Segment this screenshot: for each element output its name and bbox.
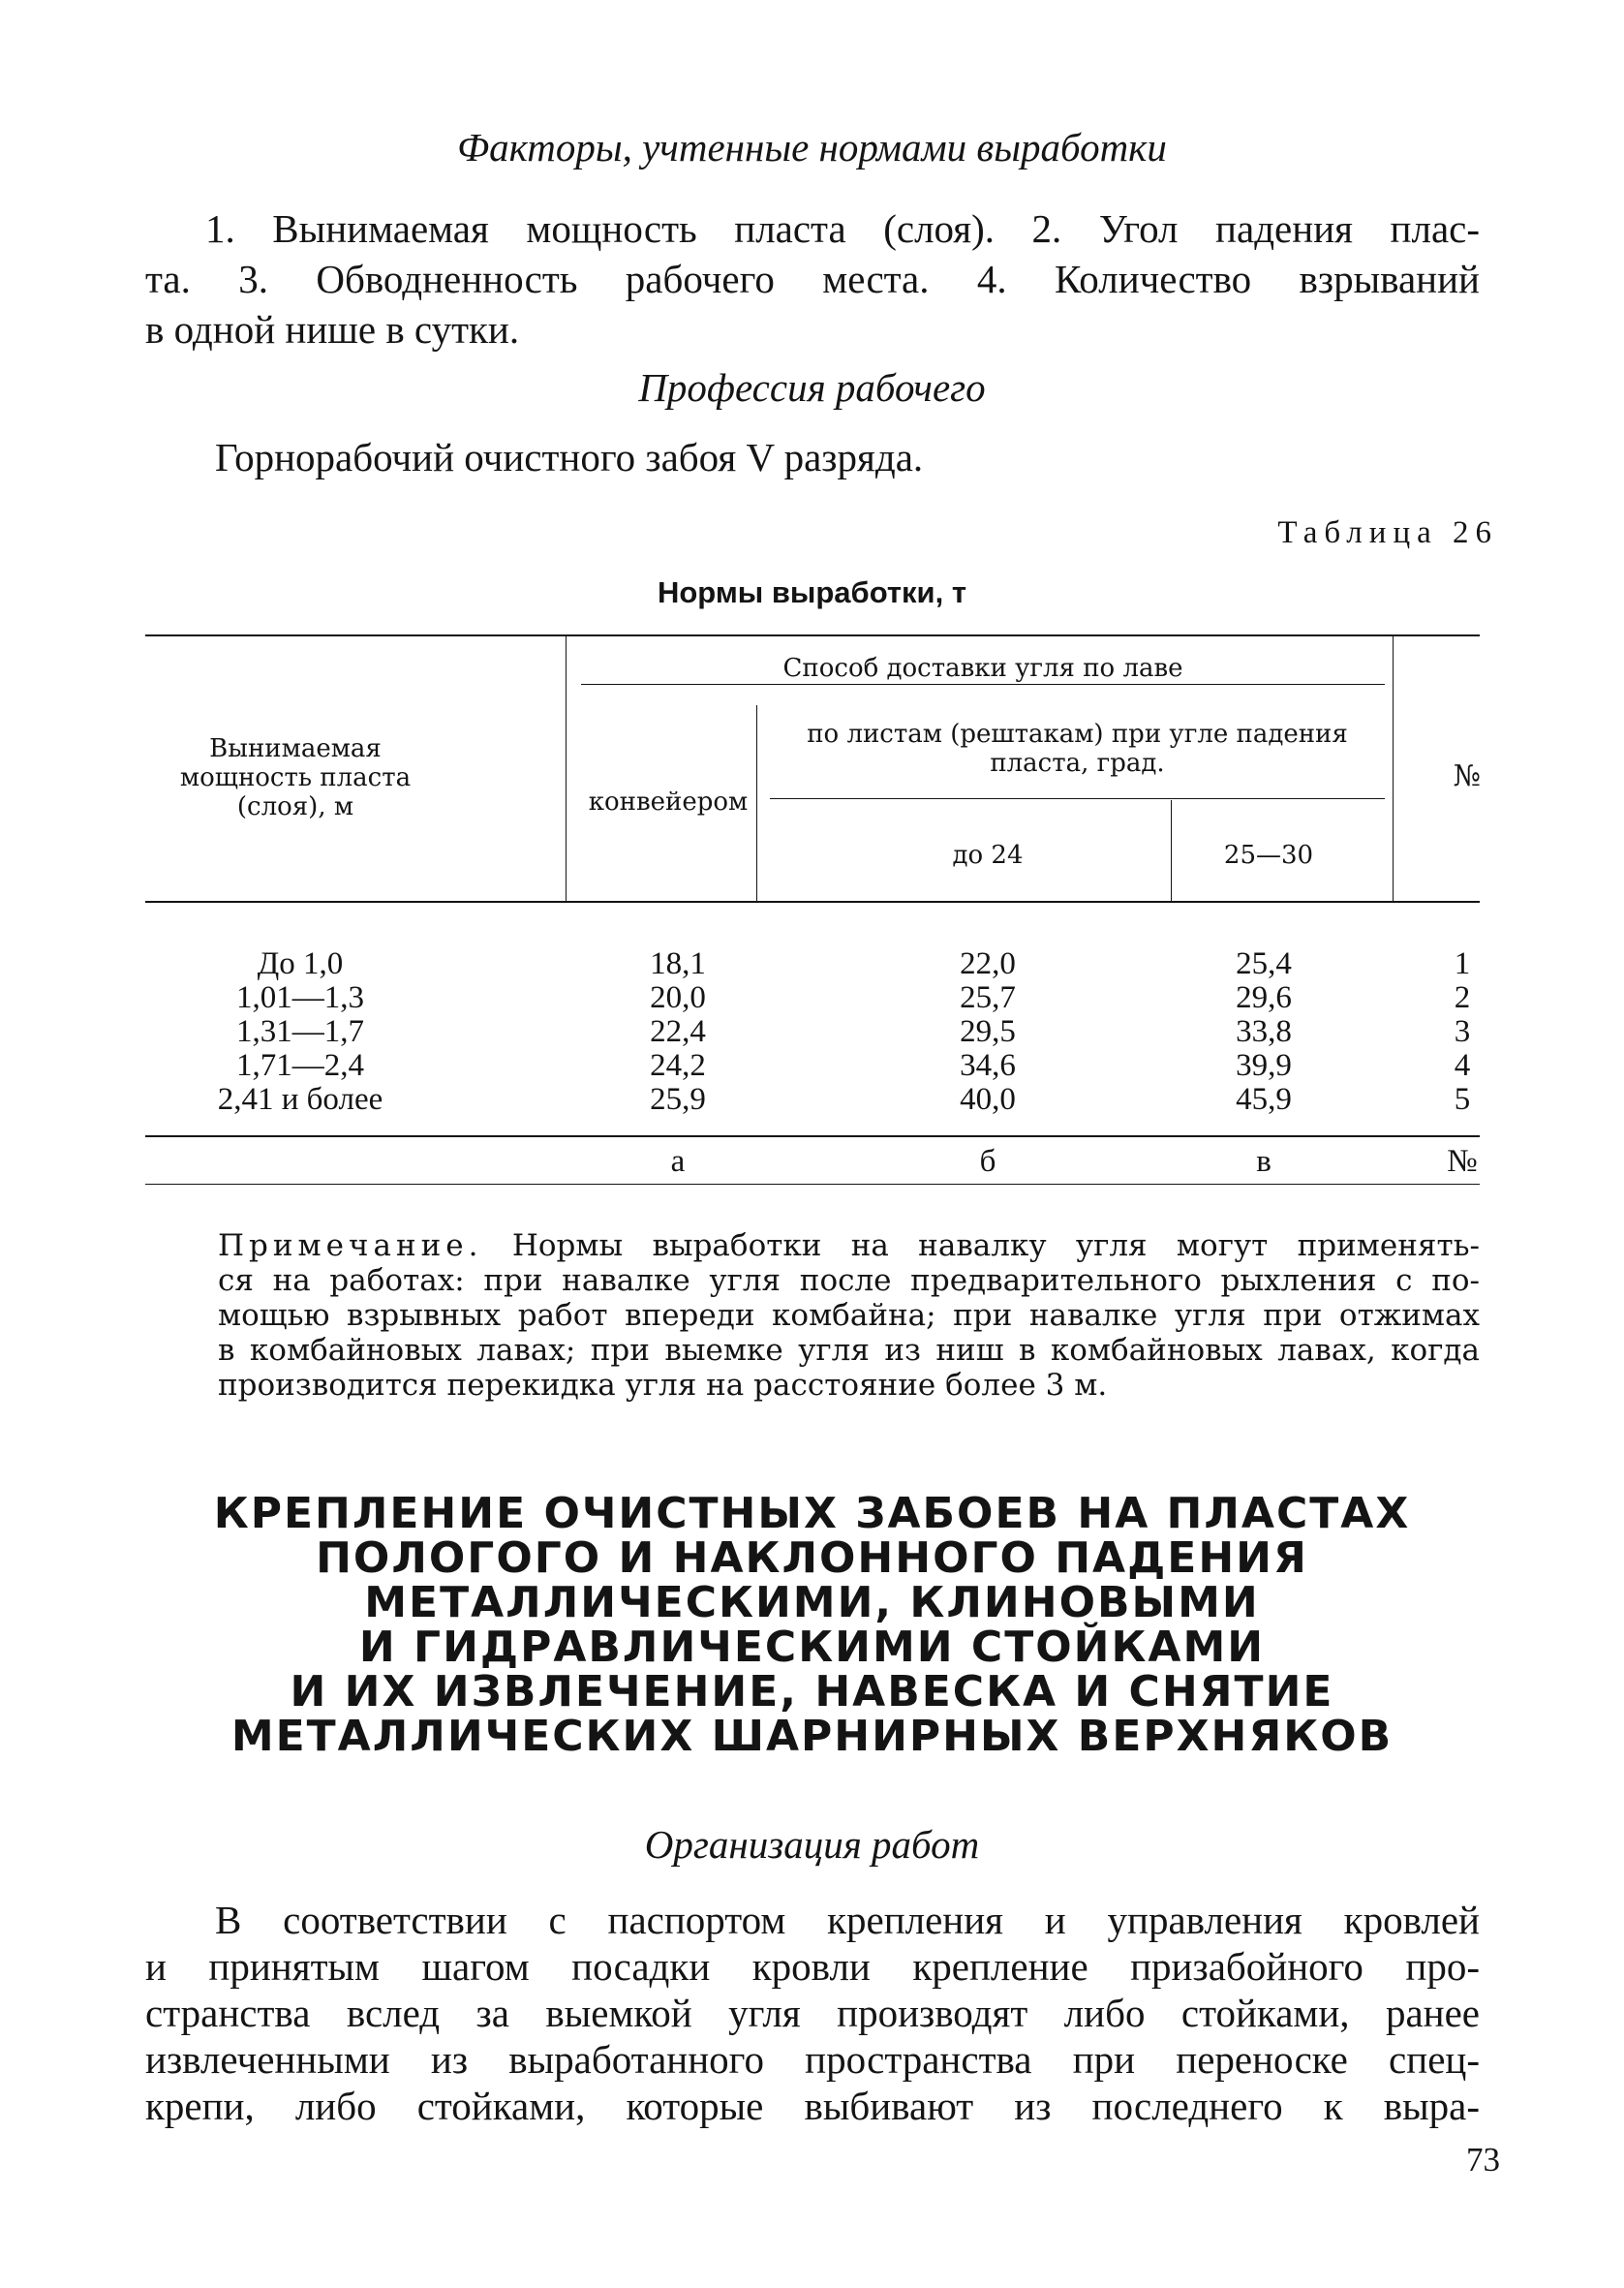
col-divider (1171, 800, 1172, 901)
organization-line: и принятым шагом посадки кровли крепление призабойного про- (145, 1944, 1480, 1989)
note-line: ся на работах: при навалке угля после предварительного рыхления с по- (218, 1263, 1480, 1298)
table-row-number: 1 (1454, 946, 1471, 981)
table-title: Нормы выработки, т (657, 575, 967, 609)
column-letter-number: № (1447, 1144, 1478, 1179)
table-note (218, 1228, 1480, 1403)
table-top-rule (145, 634, 1480, 636)
header-thickness: Вынимаемая мощность пласта (слоя), м (179, 734, 412, 821)
table-row-high-angle: 45,9 (1236, 1082, 1292, 1117)
table-row-low-angle: 40,0 (960, 1082, 1016, 1117)
table-row-number: 3 (1454, 1014, 1471, 1049)
column-letter-b: б (979, 1144, 996, 1179)
note-line: производится перекидка угля на расстояние более 3 м. (218, 1368, 1108, 1403)
note-line (218, 1228, 1480, 1263)
factors-paragraph (145, 203, 1480, 355)
factors-line: 1. Вынимаемая мощность пласта (слоя). 2. Угол падения плас- (205, 206, 1480, 251)
table-row-thickness: 1,01—1,3 (236, 980, 364, 1015)
body-bottom-rule (145, 1135, 1480, 1137)
factors-line: та. 3. Обводненность рабочего места. 4. Количество взрываний (145, 257, 1480, 301)
profession-heading: Профессия рабочего (638, 365, 986, 410)
table-row-high-angle: 29,6 (1236, 980, 1292, 1015)
table-row-number: 5 (1454, 1082, 1471, 1117)
header-conveyor: конвейером (588, 788, 749, 817)
table-row-low-angle: 22,0 (960, 946, 1016, 981)
factors-line: в одной нише в сутки. (145, 307, 520, 352)
table-row-conveyor: 25,9 (650, 1082, 706, 1117)
section-title-line: И ГИДРАВЛИЧЕСКИМИ СТОЙКАМИ (358, 1623, 1266, 1672)
table-row-high-angle: 33,8 (1236, 1014, 1292, 1049)
header-angle-high: 25—30 (1223, 841, 1314, 870)
header-number: № (1453, 759, 1482, 793)
col-divider (566, 635, 567, 901)
note-line: мощью взрывных работ впереди комбайна; при навалке угля при отжимах (218, 1298, 1480, 1333)
table-row-thickness: 1,31—1,7 (236, 1014, 364, 1049)
note-label: Примечание. (218, 1228, 483, 1263)
table-row-thickness: До 1,0 (257, 946, 344, 981)
table-row-conveyor: 22,4 (650, 1014, 706, 1049)
note-line: в комбайновых лавах; при выемке угля из ниш в комбайновых лавах, когда (218, 1333, 1480, 1368)
section-title-line: ПОЛОГОГО И НАКЛОННОГО ПАДЕНИЯ (316, 1533, 1308, 1583)
factors-heading: Факторы, учтенные нормами выработки (457, 125, 1167, 170)
table-row-low-angle: 25,7 (960, 980, 1016, 1015)
table-row-conveyor: 20,0 (650, 980, 706, 1015)
header-angle-low: до 24 (952, 841, 1024, 870)
table-row-number: 2 (1454, 980, 1471, 1015)
col-divider (1393, 635, 1394, 901)
table-row-number: 4 (1454, 1048, 1471, 1083)
table-row-thickness: 2,41 и более (217, 1082, 383, 1117)
table-row-thickness: 1,71—2,4 (236, 1048, 364, 1083)
profession-text: Горнорабочий очистного забоя V разряда. (215, 435, 924, 479)
header-bottom-rule (145, 901, 1480, 903)
column-letter-c: в (1256, 1144, 1272, 1179)
header-sheets: по листам (рештакам) при угле падения пласта, град. (807, 720, 1348, 778)
header-delivery: Способ доставки угля по лаве (782, 654, 1183, 683)
section-title-line: МЕТАЛЛИЧЕСКИМИ, КЛИНОВЫМИ (364, 1578, 1260, 1627)
section-title (145, 1489, 1479, 1761)
footer-bottom-rule (145, 1184, 1480, 1185)
table-row-high-angle: 39,9 (1236, 1048, 1292, 1083)
section-title-line: И ИХ ИЗВЛЕЧЕНИЕ, НАВЕСКА И СНЯТИЕ (290, 1667, 1334, 1716)
table-row-conveyor: 24,2 (650, 1048, 706, 1083)
column-letter-a: а (670, 1144, 686, 1179)
page-number: 73 (1466, 2141, 1500, 2179)
table-row-low-angle: 29,5 (960, 1014, 1016, 1049)
table-row-low-angle: 34,6 (960, 1048, 1016, 1083)
section-title-line: КРЕПЛЕНИЕ ОЧИСТНЫХ ЗАБОЕВ НА ПЛАСТАХ (213, 1489, 1411, 1538)
header-delivery-rule (581, 684, 1385, 685)
table-row-high-angle: 25,4 (1236, 946, 1292, 981)
organization-line: В соответствии с паспортом крепления и управления кровлей (215, 1898, 1480, 1942)
header-sheets-rule (770, 798, 1385, 799)
organization-paragraph (145, 1897, 1480, 2129)
table-number: Таблица 26 (1277, 515, 1498, 550)
organization-heading: Организация работ (644, 1822, 980, 1867)
organization-line: странства вслед за выемкой угля производят либо стойками, ранее (145, 1991, 1480, 2035)
table-row-conveyor: 18,1 (650, 946, 706, 981)
organization-line: извлеченными из выработанного пространства при переноске спец- (145, 2037, 1480, 2082)
note-line-text: Нормы выработки на навалку угля могут применять- (511, 1228, 1480, 1263)
organization-line: крепи, либо стойками, которые выбивают из последнего к выра- (145, 2084, 1480, 2128)
section-title-line: МЕТАЛЛИЧЕСКИХ ШАРНИРНЫХ ВЕРХНЯКОВ (230, 1712, 1394, 1761)
